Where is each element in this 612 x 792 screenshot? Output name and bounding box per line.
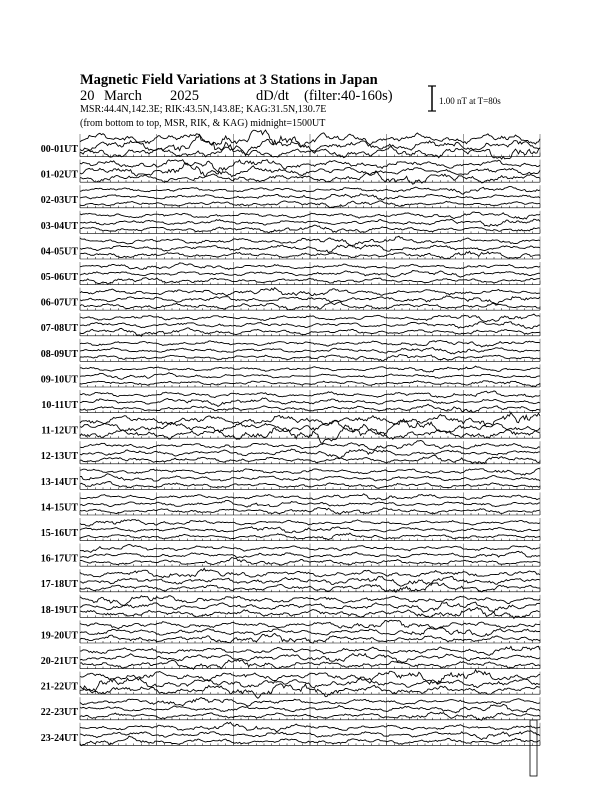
panel-label: 04-05UT <box>40 246 78 258</box>
panel-label: 08-09UT <box>40 348 78 360</box>
chart-title: Magnetic Field Variations at 3 Stations in Japan <box>80 72 378 88</box>
panel-label: 15-16UT <box>40 528 78 539</box>
scale-bar-label: 1.00 nT at T=80s <box>439 96 501 106</box>
station-coordinates: MSR:44.4N,142.3E; RIK:43.5N,143.8E; KAG:31.5N,130.7E <box>80 104 327 115</box>
hour-panel <box>41 130 540 159</box>
hour-panel <box>41 211 540 234</box>
hour-panel <box>41 339 540 362</box>
panel-label: 05-06UT <box>40 272 78 283</box>
panel-label: 11-12UT <box>41 425 78 437</box>
quantity-label: dD/dt <box>256 88 290 104</box>
panel-label: 06-07UT <box>40 297 78 309</box>
hour-panel <box>41 595 540 619</box>
hour-panel <box>41 412 540 443</box>
panel-label: 18-19UT <box>40 604 78 616</box>
panel-label: 16-17UT <box>40 553 78 565</box>
panel-label: 13-14UT <box>40 476 78 488</box>
panel-label: 12-13UT <box>40 451 78 463</box>
date-month: March <box>104 88 142 104</box>
hour-panel <box>41 441 540 464</box>
hour-panel <box>41 492 540 515</box>
trace-order-note: (from bottom to top, MSR, RIK, & KAG) midnight=1500UT <box>80 118 326 129</box>
hour-panel <box>41 288 540 311</box>
hour-panel <box>41 722 540 745</box>
date-day: 20 <box>80 88 95 104</box>
hour-panel <box>41 185 540 208</box>
panel-label: 17-18UT <box>40 579 78 591</box>
panel-label: 20-21UT <box>40 656 78 667</box>
date-year: 2025 <box>170 88 199 104</box>
filter-label: (filter:40-160s) <box>304 88 393 104</box>
hour-panel <box>41 670 540 699</box>
hour-panel <box>41 160 540 185</box>
hour-panel <box>41 620 540 643</box>
hour-panel <box>41 697 540 720</box>
hour-panel <box>41 568 540 592</box>
panel-label: 10-11UT <box>41 400 78 411</box>
hour-panel <box>41 390 540 413</box>
panel-label: 22-23UT <box>40 707 78 719</box>
panels-layer <box>41 130 540 746</box>
panel-label: 00-01UT <box>40 144 78 155</box>
hour-panel <box>41 236 540 259</box>
panel-label: 07-08UT <box>40 323 78 335</box>
panel-label: 02-03UT <box>40 195 78 207</box>
hour-panel <box>41 467 540 490</box>
panel-label: 23-24UT <box>40 732 78 744</box>
panel-label: 09-10UT <box>40 374 78 386</box>
panel-label: 19-20UT <box>40 630 78 642</box>
panel-label: 03-04UT <box>40 220 78 232</box>
panel-label: 01-02UT <box>40 169 78 181</box>
hour-panel <box>41 544 540 567</box>
panel-label: 21-22UT <box>40 681 78 693</box>
hour-panel <box>41 313 540 336</box>
hour-panel <box>41 364 540 387</box>
hour-panel <box>41 646 540 669</box>
hour-panel <box>41 262 540 285</box>
hour-panel <box>41 518 540 541</box>
panel-label: 14-15UT <box>40 502 78 514</box>
